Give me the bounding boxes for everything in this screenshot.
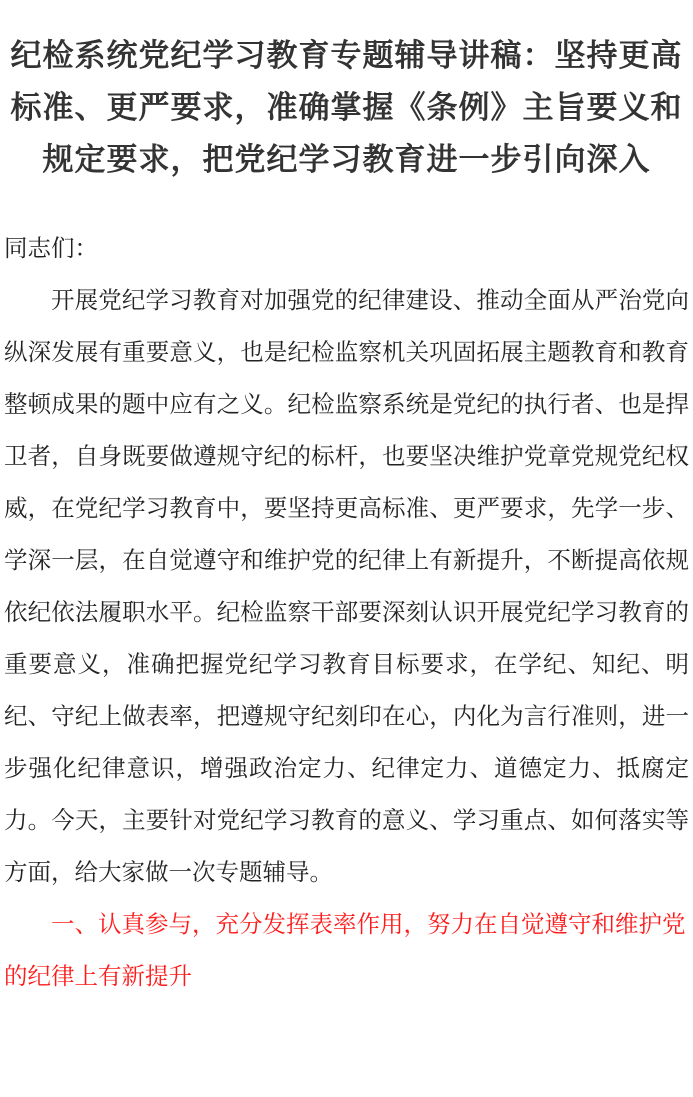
section-heading: 一、认真参与，充分发挥表率作用，努力在自觉遵守和维护党的纪律上有新提升 [4,910,686,990]
document-title: 纪检系统党纪学习教育专题辅导讲稿：坚持更高标准、更严要求，准确掌握《条例》主旨要义和规定要求，把党纪学习教育进一步引向深入 [10,38,683,178]
greeting: 同志们： [4,234,98,262]
body-paragraph: 开展党纪学习教育对加强党的纪律建设、推动全面从严治党向纵深发展有重要意义，也是纪检监察机关巩固拓展主题教育和教育整顿成果的题中应有之义。纪检监察系统是党纪的执行者、也是捍卫者，自身既要做遵规守纪的标杆，也要坚决维护党章党规党纪权威，在党纪学习教育中，要坚持更高标准、更严要求，先学一步、学深一层，在自觉遵守和维护党的纪律上有新提升，不断提高依规依纪依法履职水平。纪检监察干部要深刻认识开展党纪学习教育的重要意义，准确把握党纪学习教育目标要求，在学纪、知纪、明纪、守纪上做表率，把遵规守纪刻印在心，内化为言行准则，进一步强化纪律意识，增强政治定力、纪律定力、道德定力、抵腐定力。今天，主要针对党纪学习教育的意义、学习重点、如何落实等方面，给大家做一次专题辅导。 [4,286,689,886]
